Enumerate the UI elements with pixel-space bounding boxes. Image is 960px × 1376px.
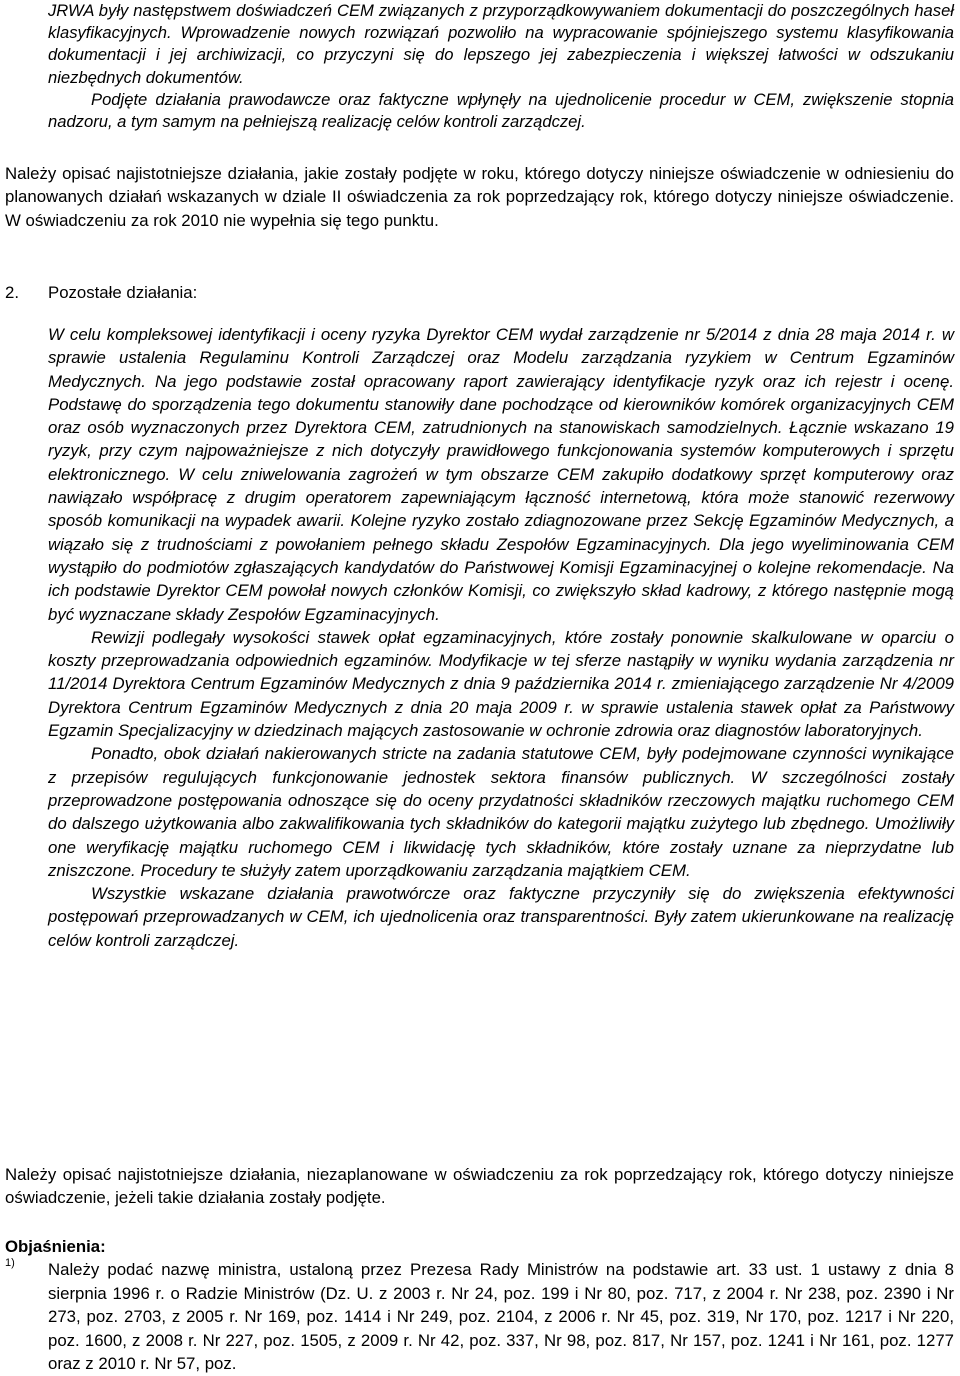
footnote-text: Należy podać nazwę ministra, ustaloną przez Prezesa Rady Ministrów na podstawie art. 33 ust. 1 ustawy z dnia 8 sierpnia 1996 r. o Radzie Ministrów (Dz. U. z 2003 r. Nr 24, poz. 199 i Nr 80, poz. 717, z 2004 r. Nr 238, poz. 2390 i Nr 273, poz. 2703, z 2005 r. Nr 169, poz. 1414 i Nr 249, poz. 2104, z 2006 r. Nr 45, poz. 319, Nr 170, poz. 1217 i Nr 220, poz. 1600, z 2008 r. Nr 227, poz. 1505, z 2009 r. Nr 42, poz. 337, Nr 98, poz. 817, Nr 157, poz. 1241 i Nr 161, poz. 1277 oraz z 2010 r. Nr 57, poz. (48, 1260, 954, 1374)
section-title: Pozostałe działania: (48, 283, 198, 302)
instruction-planned-actions: Należy opisać najistotniejsze działania, jakie zostały podjęte w roku, którego dotyczy niniejsze oświadczenie w odniesieniu do planowanych działań wskazanych w dziale II oświadczenia za rok poprzedzający rok, którego dotyczy niniejsze oświadczenie. W oświadczeniu za rok 2010 nie wypełnia się tego punktu. (5, 164, 954, 230)
footnote-marker: 1) (5, 1257, 15, 1269)
section-2-body (48, 323, 954, 952)
section-number: 2. (5, 283, 19, 302)
legal-actions-paragraph: Podjęte działania prawodawcze oraz faktyczne wpłynęły na ujednolicenie procedur w CEM, zwiększenie stopnia nadzoru, a tym samym na pełniejszą realizację celów kontroli zarządczej. (48, 89, 954, 132)
asset-management-paragraph: Ponadto, obok działań nakierowanych stricte na zadania statutowe CEM, były podejmowane czynności wynikające z przepisów regulujących funkcjonowanie jednostek sektora finansów publicznych. W szczególności zostały przeprowadzone postępowania odnoszące się do oceny przydatności składników rzeczowych majątku ruchomego CEM do dalszego użytkowania albo zakwalifikowania tych składników do kategorii majątku zużytego lub zbędnego. Umożliwiły one weryfikację majątku ruchomego CEM i likwidację tych składników, które zostały uznane za nieprzydatne lub zniszczone. Procedury te służyły zatem uporządkowaniu zarządzania majątkiem CEM. (48, 744, 954, 880)
section-2-heading (5, 282, 197, 304)
fee-revision-paragraph: Rewizji podlegały wysokości stawek opłat egzaminacyjnych, które zostały ponownie skalkulowane w oparciu o koszty przeprowadzania odpowiednich egzaminów. Modyfikacje w tej sferze nastąpiły w wyniku wydania zarządzenia nr 11/2014 Dyrektora Centrum Egzaminów Medycznych z dnia 9 października 2014 r. zmieniającego zarządzenie Nr 4/2009 Dyrektora Centrum Egzaminów Medycznych z dnia 20 maja 2009 r. w sprawie ustalenia stawek opłat za Państwowy Egzamin Specjalizacyjny w dziedzinach mających zastosowanie w ochronie zdrowia oraz diagnostów laboratoryjnych. (48, 627, 954, 741)
explanations-heading: Objaśnienia: (5, 1237, 106, 1256)
jrwa-paragraph: JRWA były następstwem doświadczeń CEM związanych z przyporządkowywaniem dokumentacji do poszczególnych haseł klasyfikacyjnych. Wprowadzenie nowych rozwiązań pozwoliło na wypracowanie spójniejszego systemu klasyfikowania dokumentacji i jej archiwizacji, co przyczyni się do lepszego jej zabezpieczenia i większej łatwości w odszukaniu niezbędnych dokumentów. (48, 1, 954, 87)
risk-identification-paragraph: W celu kompleksowej identyfikacji i oceny ryzyka Dyrektor CEM wydał zarządzenie nr 5/2014 z dnia 28 maja 2014 r. w sprawie ustalenia Regulaminu Kontroli Zarządczej oraz Modelu zarządzania ryzykiem w Centrum Egzaminów Medycznych. Na jego podstawie został opracowany raport zawierający identyfikacje ryzyk oraz ich rejestr i ocenę. Podstawę do sporządzenia tego dokumentu stanowiły dane pochodzące od kierowników komórek organizacyjnych CEM oraz osób wyznaczonych przez Dyrektora CEM, zatrudnionych na stanowiskach samodzielnych. Łącznie wskazano 19 ryzyk, przy czym najpoważniejsze z nich dotyczyły prawidłowego funkcjonowania systemów komputerowych i sprzętu elektronicznego. W celu zniwelowania zagrożeń w tym obszarze CEM zakupiło dodatkowy sprzęt komputerowy oraz nawiązało współpracę z drugim operatorem zapewniającym łączność internetową, która może stanowić rezerwowy sposób komunikacji na wypadek awarii. Kolejne ryzyko zostało zdiagnozowane przez Sekcję Egzaminów Medycznych, a wiązało się z trudnościami z powołaniem pełnego składu Zespołów Egzaminacyjnych. Dla jego wyeliminowania CEM wystąpiło do podmiotów zgłaszających kandydatów do Państwowej Komisji Egzaminacyjnej o kolejne rekomendacje. Na ich podstawie Dyrektor CEM powołał nowych członków Komisji, co zwiększyło skład kadrowy, z którego następnie mogą być wyznaczane składy Zespołów Egzaminacyjnych. (48, 325, 954, 624)
footnote-1 (5, 1258, 954, 1376)
instruction-unplanned-actions: Należy opisać najistotniejsze działania, niezaplanowane w oświadczeniu za rok poprzedzający rok, którego dotyczy niniejsze oświadczenie, jeżeli takie działania zostały podjęte. (5, 1165, 954, 1207)
section-1-continuation (48, 0, 954, 133)
summary-paragraph: Wszystkie wskazane działania prawotwórcze oraz faktyczne przyczyniły się do zwiększenia efektywności postępowań przeprowadzanych w CEM, ich ujednolicenia oraz transparentności. Były zatem ukierunkowane na realizację celów kontroli zarządczej. (48, 884, 954, 950)
